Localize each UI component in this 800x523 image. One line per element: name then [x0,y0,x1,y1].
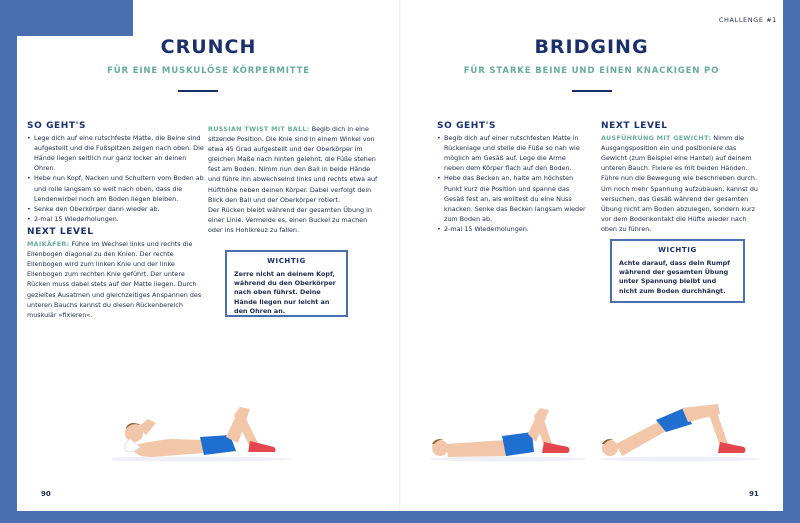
left-page [17,0,400,511]
page-edge-right [783,0,800,523]
important-box [225,250,348,317]
torso [616,422,668,456]
page-title: BRIDGING [534,36,649,58]
important-box-text: Zerre nicht an deinem Kopf, während du den Oberkörper nach oben führst. Deine Hände liegen nur leicht an den Ohren an. [234,270,336,315]
page-number: 91 [749,490,759,498]
next-level-label: AUSFÜHRUNG MIT GEWICHT: [601,134,712,143]
page-edge-bottom [0,511,800,523]
list-item: • Hebe das Becken an, halte am höchsten Punkt kurz die Position und spanne das Gesäß fest an, als wolltest du eine Nuss knacken. Senke das Becken langsam wieder zum Boden ab. [437,173,587,223]
shoe-sole [542,453,568,456]
page-edge-left [0,0,17,523]
shoe [542,442,570,454]
next-level-text: MAIKÄFER: Führe im Wechsel links und rechts die Ellenbogen diagonal zu den Knien. Der rechte Ellenbogen wird zum linken Knie und der linke Ellenbogen zum rechten Knie geführt. Der untere Rücken muss dabei stets auf der Matte liegen. Durch gezieltes Ausatmen und gleichzeitiges Anspannen des unteren Bauchs kannst du diesen Rückenbereich muskulär »fixieren«. [27,240,202,319]
page-title: CRUNCH [160,36,257,58]
torso [134,439,204,457]
list-item: • Begib dich auf einer rutschfesten Matte in Rückenlage und stelle die Füße so nah wie möglich am Gesäß auf. Lege die Arme neben dem Körper flach auf den Boden. [437,133,587,173]
list-item: • Hebe nun Kopf, Nacken und Schultern vom Boden ab und rolle langsam so weit nach oben, dass die Lendenwirbel noch am Boden liegen bleiben. [27,173,207,203]
title-rule [572,90,612,92]
next-level-text: AUSFÜHRUNG MIT GEWICHT: Nimm die Ausgangsposition ein und positioniere das Gewicht (zum Beispiel eine Hantel) auf deinem unteren Bauch. Fixiere es mit beiden Händen. Führe nun die Bewegung wie beschrieben durch. Um noch mehr Spannung aufzubauen, kannst du versuchen, das Gesäß während der gesamten Übung nicht am Boden abzulegen, sondern kurz vor dem Bodenkontakt die Hüfte wieder nach oben zu führen. [601,134,758,233]
so-gehts-heading: SO GEHT'S [437,121,497,131]
list-item: • 2-mal 15 Wiederholungen. [437,224,587,234]
list-item: • Lege dich auf eine rutschfeste Matte, die Beine sind aufgestellt und die Fußspitzen zeigen nach oben. Die Hände liegen seitlich nur ganz locker an deinen Ohren. [27,133,207,173]
instructions-column [437,121,587,234]
next-level-heading: NEXT LEVEL [601,121,668,131]
important-box-title: WICHTIG [267,257,306,265]
page-subtitle: FÜR EINE MUSKULÖSE KÖRPERMITTE [107,66,310,76]
next-level-column [601,121,759,234]
title-rule [178,90,218,92]
variation-column [208,124,379,235]
right-page [400,0,783,511]
bridging-raised-illustration [598,394,763,464]
page-number: 90 [41,490,51,498]
shoe [718,442,746,454]
so-gehts-heading: SO GEHT'S [27,121,87,131]
important-box [610,239,745,303]
russian-twist-label: RUSSIAN TWIST MIT BALL: [208,125,310,133]
floor-shadow [600,457,760,462]
steps-list [27,133,207,224]
steps-list [437,133,587,234]
shorts [502,432,534,456]
crunch-illustration [112,393,312,465]
floor-shadow [430,457,586,462]
shoe-sole [718,453,744,456]
challenge-label: CHALLENGE #1 [718,16,777,24]
russian-twist-text: RUSSIAN TWIST MIT BALL: Begib dich in eine sitzende Position. Die Knie sind in einem Winkel von etwa 45 Grad aufgestellt und der Oberkörper im gleichen Maße nach hinten gelehnt, die Füße stehen fest am Boden. Nimm nun den Ball in beide Hände und führe ihn abwechselnd links und rechts etwa auf Hüfthöhe neben deinen Körper. Dabei verfolgt dein Blick den Ball und der Oberkörper rotiert. [208,125,378,204]
next-level-label: MAIKÄFER: [27,240,70,249]
shoe-sole [248,452,274,455]
list-item: • Senke den Oberkörper dann wieder ab. [27,204,207,214]
instructions-column [27,121,207,320]
list-item: • 2-mal 15 Wiederholungen. [27,214,207,224]
page-subtitle: FÜR STARKE BEINE UND EINEN KNACKIGEN PO [463,66,720,76]
russian-twist-text-2: Der Rücken bleibt während der gesamten Übung in einer Linie. Vermeide es, einen Buckel zu machen oder ins Hohlkreuz zu fallen. [208,205,372,234]
next-level-heading: NEXT LEVEL [27,226,94,237]
floor-shadow [112,457,292,462]
important-box-text: Achte darauf, dass dein Rumpf während der gesamten Übung unter Spannung bleibt und nicht zum Boden durchhängt. [619,259,730,295]
bridging-start-illustration [428,400,588,464]
torso [446,440,508,457]
important-box-title: WICHTIG [658,246,697,254]
